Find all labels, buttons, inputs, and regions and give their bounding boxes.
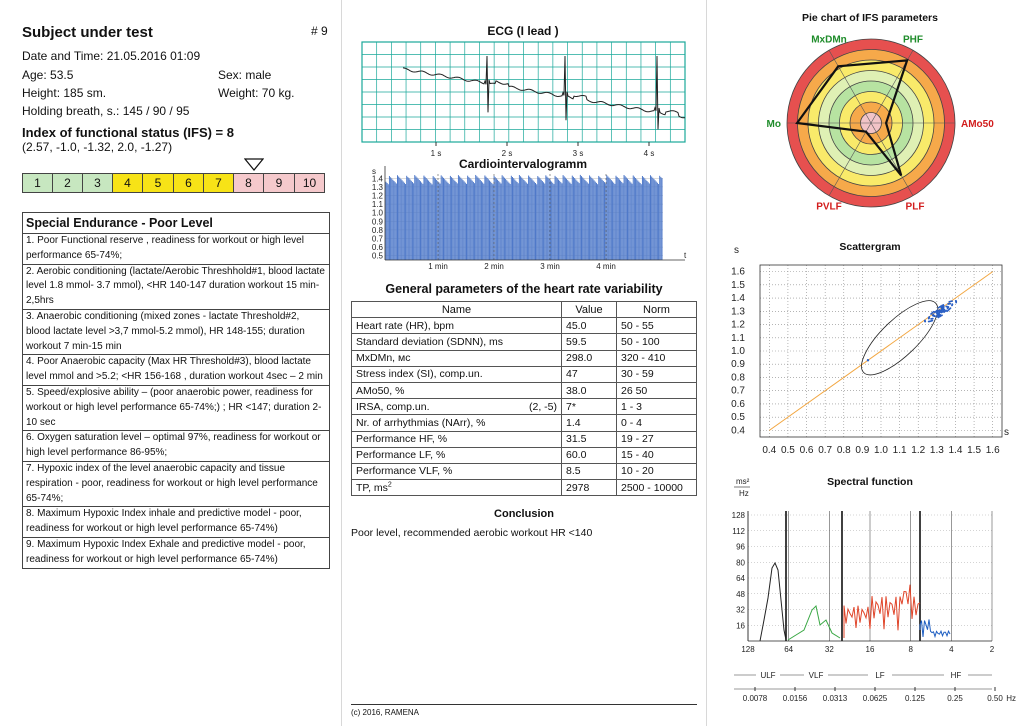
hrv-param-value: 31.5: [562, 431, 617, 447]
spectral-y-tick-label: 16: [736, 621, 745, 631]
scatter-x-tick-label: 1.4: [948, 445, 963, 456]
scatter-point: [943, 311, 945, 313]
scatter-point: [955, 302, 957, 304]
spectral-period-tick-label: 4: [949, 645, 954, 654]
hrv-row: [352, 480, 697, 496]
hrv-param-norm: 19 - 27: [617, 431, 697, 447]
scatter-x-tick-label: 0.7: [818, 445, 833, 456]
scatter-y-tick-label: 1.3: [731, 306, 745, 318]
scatter-x-tick-label: 1.1: [892, 445, 907, 456]
hrv-param-name: MxDMn, мс: [356, 352, 411, 365]
spectral-y-tick-label: 96: [736, 542, 745, 552]
scatter-point: [928, 321, 930, 323]
scatter-x-tick-label: 1.2: [911, 445, 926, 456]
scatter-point: [867, 359, 869, 361]
ifs-scale-cell: 8: [233, 173, 264, 193]
cardio-title: Cardiointervalogramm: [458, 157, 588, 171]
spectral-period-tick-label: 2: [989, 645, 995, 654]
hrv-param-norm: 320 - 410: [617, 350, 697, 366]
hrv-row: [352, 447, 697, 463]
scatter-point: [946, 310, 948, 312]
endurance-item: 1. Poor Functional reserve , readiness for workout or high level performance 65-74%;: [23, 234, 330, 265]
endurance-title: Special Endurance - Poor Level: [23, 213, 330, 234]
spectral-band-label: VLF: [808, 671, 824, 680]
ecg-tick-label: 2 s: [501, 149, 513, 158]
spectral-hz-tick-label: 0.25: [947, 694, 963, 703]
cardio-x-tick-label: 3 min: [540, 262, 560, 271]
hrv-row: [352, 334, 697, 350]
endurance-item: 8. Maximum Hypoxic Index inhale and predictive model - poor, readiness for workout or high level performance 65-74%): [23, 507, 330, 538]
radar-label: PHF: [903, 34, 923, 46]
hrv-param-value: 59.5: [562, 334, 617, 350]
hrv-row: [352, 366, 697, 382]
cardio-y-tick-label: 0.8: [371, 225, 383, 235]
ifs-marker-icon: [244, 158, 264, 172]
cardio-y-tick-label: 0.5: [371, 251, 383, 261]
spectral-hz-unit: Hz: [1006, 694, 1016, 703]
hrv-row: [352, 415, 697, 431]
ifs-scale-cell: 5: [142, 173, 174, 193]
scatter-point: [936, 314, 938, 316]
scatter-x-tick-label: 0.4: [762, 445, 777, 456]
hrv-param-value: 2978: [562, 480, 617, 496]
scatter-point: [943, 309, 945, 311]
spectral-lf-curve: [844, 585, 920, 638]
scatter-point: [949, 303, 951, 305]
hrv-param-norm: 0 - 4: [617, 415, 697, 431]
scattergram-chart: [720, 245, 1020, 463]
ifs-scale-cell: 1: [22, 173, 53, 193]
ecg-tick-label: 1 s: [430, 149, 442, 158]
spectral-y-tick-label: 32: [736, 605, 745, 615]
hrv-param-extra: (2, -5): [528, 400, 557, 413]
spectral-period-tick-label: 32: [824, 645, 834, 654]
conclusion-text: Poor level, recommended aerobic workout HR <140: [351, 527, 593, 539]
ifs-scale-cell: 2: [52, 173, 83, 193]
endurance-item: 2. Aerobic conditioning (lactate/Aerobic Threshhold#1, blood lactate level 1.8 mmol- 3.7 mmol), <HR 140-147 duration workout 15 min-2,5hrs: [23, 264, 330, 309]
height: Height: 185 sm.: [22, 86, 107, 100]
scatter-y-tick-label: 1.1: [731, 332, 745, 344]
hrv-param-name: Standard deviation (SDNN), ms: [356, 335, 504, 348]
spectral-hz-tick-label: 0.0313: [822, 694, 848, 703]
scatter-y-tick-label: 0.9: [731, 359, 745, 371]
hrv-param-norm: 50 - 100: [617, 334, 697, 350]
cardio-x-tick-label: 2 min: [484, 262, 504, 271]
cardio-y-tick-label: 1.1: [371, 200, 383, 210]
spectral-y-tick-label: 112: [732, 526, 745, 536]
scatter-point: [937, 309, 939, 311]
scatter-y-tick-label: 0.8: [731, 372, 745, 384]
scatter-point: [943, 307, 945, 309]
spectral-period-tick-label: 64: [784, 645, 794, 654]
hrv-header-value: Value: [562, 302, 617, 318]
subject-title: Subject under test: [22, 24, 153, 41]
scatter-point: [930, 318, 932, 320]
radar-title: Pie chart of IFS parameters: [802, 12, 938, 24]
scatter-x-tick-label: 0.9: [855, 445, 870, 456]
spectral-y-unit-bottom: Hz: [739, 489, 749, 498]
hrv-param-norm: 30 - 59: [617, 366, 697, 382]
hrv-row: [352, 350, 697, 366]
scatter-point: [933, 315, 935, 317]
scatter-y-tick-label: 0.5: [731, 412, 745, 424]
scatter-point: [942, 304, 944, 306]
scatter-y-unit: s: [734, 245, 739, 256]
spectral-ulf-curve: [760, 563, 786, 641]
hrv-param-value: 1.4: [562, 415, 617, 431]
endurance-table: [22, 212, 330, 569]
hrv-param-name: AMo50, %: [356, 384, 405, 397]
hrv-param-value: 38.0: [562, 382, 617, 398]
cardio-x-tick-label: 4 min: [596, 262, 616, 271]
hrv-row: [352, 463, 697, 479]
spectral-chart: [720, 470, 1024, 706]
cardio-y-tick-label: 1.0: [371, 208, 383, 218]
hrv-param-name: Performance HF, %: [356, 433, 448, 446]
ifs-scale-cell: 10: [294, 173, 325, 193]
endurance-item: 3. Anaerobic conditioning (mixed zones - lactate Threshold#2, blood lactate level >3,7 mmol-5.2 mmol), HR 148-155; duration workout 7 min-15 min: [23, 309, 330, 354]
scatter-x-tick-label: 1.3: [929, 445, 944, 456]
cardio-y-tick-label: 1.3: [371, 182, 383, 192]
cardio-y-tick-label: 0.7: [371, 234, 383, 244]
endurance-item: 5. Speed/explosive ability – (poor anaerobic power, readiness for workout or high level performance 65-74%;) ; HR <147; duration 2-10 sec: [23, 385, 330, 430]
cardio-x-unit: t: [684, 251, 687, 260]
scatter-point: [933, 311, 935, 313]
radar-label: PLF: [905, 201, 925, 213]
radar-label: AMo50: [961, 119, 994, 130]
spectral-period-tick-label: 128: [741, 645, 755, 654]
scatter-y-tick-label: 1.6: [731, 266, 745, 278]
spectral-hz-tick-label: 0.125: [904, 694, 926, 703]
hrv-param-name: Heart rate (HR), bpm: [356, 319, 455, 332]
cardio-y-tick-label: 0.6: [371, 243, 383, 253]
spectral-period-tick-label: 8: [908, 645, 913, 654]
cardio-y-unit: s: [372, 167, 376, 176]
ifs-title: Index of functional status (IFS) = 8: [22, 125, 234, 140]
hrv-row: [352, 318, 697, 334]
spectral-period-tick-label: 16: [865, 645, 875, 654]
hrv-param-value: 60.0: [562, 447, 617, 463]
spectral-hf-curve: [920, 619, 950, 637]
hrv-param-name: Performance VLF, %: [356, 465, 453, 478]
radar-label: MxDMn: [811, 34, 847, 46]
scatter-y-tick-label: 0.6: [731, 398, 745, 410]
spectral-band-label: ULF: [760, 671, 776, 680]
scatter-x-tick-label: 1.0: [874, 445, 888, 456]
cardio-x-tick-label: 1 min: [428, 262, 448, 271]
cardio-y-tick-label: 1.2: [371, 191, 383, 201]
hrv-param-value: 7*: [562, 399, 617, 415]
scatter-x-tick-label: 0.5: [780, 445, 795, 456]
spectral-title: Spectral function: [827, 476, 913, 488]
hrv-param-norm: 1 - 3: [617, 399, 697, 415]
scatter-point: [936, 316, 938, 318]
spectral-band-label: LF: [875, 671, 885, 680]
scatter-point: [941, 309, 943, 311]
endurance-item: 7. Hypoxic index of the level anaerobic capacity and tissue respiration - poor, readiness for workout or high level performance 65-74%;: [23, 461, 330, 506]
hrv-row: [352, 431, 697, 447]
record-number: # 9: [311, 24, 328, 38]
spectral-y-tick-label: 64: [736, 574, 745, 583]
holding-breath: Holding breath, s.: 145 / 90 / 95: [22, 104, 190, 118]
hrv-param-norm: 10 - 20: [617, 463, 697, 479]
scatter-y-tick-label: 0.7: [731, 385, 745, 397]
scatter-point: [937, 312, 939, 314]
scatter-point: [940, 311, 942, 313]
spectral-hz-tick-label: 0.0078: [742, 694, 768, 703]
hrv-table: [351, 301, 697, 496]
hrv-row: [352, 382, 697, 398]
hrv-param-value: 47: [562, 366, 617, 382]
cardio-bars: [386, 175, 662, 260]
hrv-param-name: Stress index (SI), comp.un.: [356, 368, 483, 381]
ifs-scale-cell: 6: [173, 173, 204, 193]
spectral-hz-tick-label: 0.50: [987, 694, 1003, 703]
endurance-item: 6. Oxygen saturation level – optimal 97%, readiness for workout or high level performance 86-95%;: [23, 431, 330, 462]
hrv-param-norm: 15 - 40: [617, 447, 697, 463]
scatter-point: [924, 319, 926, 321]
hrv-title: General parameters of the heart rate variability: [385, 282, 663, 296]
footer-copyright: (c) 2016, RAMENA: [351, 708, 420, 717]
radar-label: PVLF: [816, 201, 842, 213]
scatter-y-tick-label: 0.4: [731, 425, 745, 437]
scatter-y-tick-label: 1.2: [731, 319, 745, 331]
scatter-point: [928, 316, 930, 318]
spectral-y-tick-label: 80: [736, 558, 745, 568]
hrv-param-value: 8.5: [562, 463, 617, 479]
hrv-param-name: IRSA, comp.un.: [356, 400, 430, 413]
hrv-param-name: TP, $ms^2$: [356, 481, 392, 494]
spectral-y-unit-top: ms²: [736, 477, 750, 486]
spectral-band-label: HF: [950, 671, 962, 680]
ifs-scale-cell: 3: [82, 173, 113, 193]
sex: Sex: male: [218, 68, 272, 82]
scatter-y-tick-label: 1.4: [731, 293, 745, 305]
endurance-item: 4. Poor Anaerobic capacity (Max HR Threshold#3), blood lactate level mmol and >5.2; <HR 156-168 , duration workout 4sec – 2 min: [23, 355, 330, 386]
spectral-vlf-curve: [788, 606, 840, 640]
scatter-point: [939, 309, 941, 311]
footer-rule: [351, 704, 697, 705]
scatter-y-tick-label: 1.5: [731, 279, 745, 291]
cardio-y-tick-label: 1.4: [371, 174, 383, 184]
scatter-title: Scattergram: [839, 241, 901, 253]
spectral-y-tick-label: 128: [731, 511, 745, 520]
ifs-scale-cell: 4: [112, 173, 143, 193]
scatter-x-unit: s: [1004, 427, 1009, 438]
scatter-point: [951, 300, 953, 302]
spectral-y-tick-label: 48: [736, 589, 745, 599]
spectral-hz-tick-label: 0.0625: [862, 694, 888, 703]
radar-chart: [730, 26, 1010, 222]
hrv-param-norm: 2500 - 10000: [617, 480, 697, 496]
cardio-y-tick-label: 0.9: [371, 217, 383, 227]
scatter-points: [867, 300, 957, 362]
scatter-point: [946, 306, 948, 308]
ifs-scale-cell: 9: [263, 173, 295, 193]
ecg-tick-label: 3 s: [572, 149, 584, 158]
hrv-param-norm: 26 50: [617, 382, 697, 398]
ecg-tick-label: 4 s: [643, 149, 655, 158]
radar-label: Mo: [766, 119, 781, 130]
column-divider-1: [341, 0, 342, 726]
column-divider-2: [706, 0, 707, 726]
ifs-scale-cell: 7: [203, 173, 234, 193]
scatter-x-tick-label: 0.6: [799, 445, 814, 456]
date-time: Date and Time: 21.05.2016 01:09: [22, 49, 201, 63]
hrv-param-name: Nr. of arrhythmias (NArr), %: [356, 416, 486, 429]
weight: Weight: 70 kg.: [218, 86, 295, 100]
ecg-chart: [355, 38, 695, 158]
scatter-y-tick-label: 1.0: [731, 346, 745, 357]
scatter-point: [951, 305, 953, 307]
age: Age: 53.5: [22, 68, 74, 82]
scatter-point: [947, 307, 949, 309]
hrv-row: [352, 399, 697, 415]
endurance-item: 9. Maximum Hypoxic Index Exhale and predictive model - poor, readiness for workout or high level performance 65-74%): [23, 537, 330, 568]
ecg-title: ECG (I lead ): [487, 24, 559, 38]
hrv-header-name: Name: [352, 302, 562, 318]
scatter-x-tick-label: 1.6: [985, 445, 1000, 456]
conclusion-title: Conclusion: [494, 508, 554, 520]
spectral-hz-tick-label: 0.0156: [782, 694, 808, 703]
scatter-x-tick-label: 0.8: [836, 445, 851, 456]
cardiointervalogram-chart: [355, 166, 695, 278]
hrv-param-value: 298.0: [562, 350, 617, 366]
ifs-values: (2.57, -1.0, -1.32, 2.0, -1.27): [22, 140, 173, 154]
hrv-param-norm: 50 - 55: [617, 318, 697, 334]
scatter-x-tick-label: 1.5: [967, 445, 982, 456]
hrv-param-name: Performance LF, %: [356, 449, 446, 462]
hrv-param-value: 45.0: [562, 318, 617, 334]
hrv-header-norm: Norm: [617, 302, 697, 318]
